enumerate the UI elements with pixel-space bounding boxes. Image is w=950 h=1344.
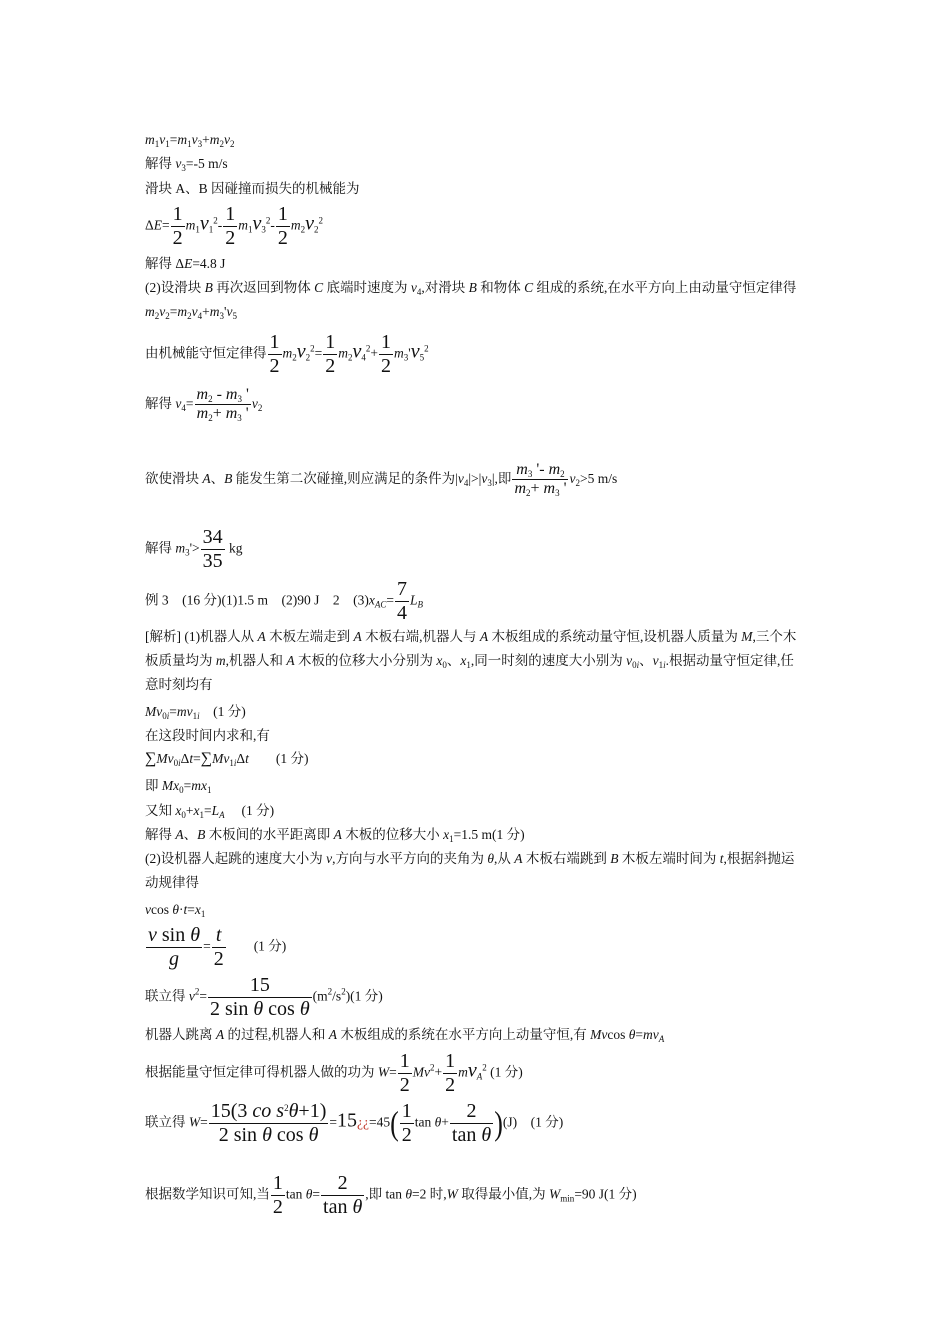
eq-momentum: $m_1v_1=m_1v_3+m_2v_2$ bbox=[145, 132, 235, 149]
eq-v2: 联立得 $v^2=$ $\frac{15}{\text{2 sin θ cos θ}}$ $(m^2/s^2)(1$ 分) bbox=[145, 974, 383, 1020]
eq-condition: 欲使滑块 A、B 能发生第二次碰撞,则应满足的条件为$|v_4|>|v_3|$,即 $\frac{m_3 '- m_2}{m_2+ m_3 '}$ $v_2>5$ m/s bbox=[145, 461, 618, 499]
eq-min: 根据数学知识可知,当 $\frac{1}{2}$ tan θ= $\frac{2}{\text{tan θ}}$ ,即 tan θ=2 时,W 取得最小值,为 $W_{min}=90$ J(1 分) bbox=[145, 1172, 637, 1218]
text-jump: 机器人跳离 A 的过程,机器人和 A 木板组成的系统在水平方向上动量守恒,有 Mvcos $\theta=mv_A$ bbox=[145, 1027, 665, 1044]
eq-vcos: vcos $\theta\cdot t=x_1$ bbox=[145, 902, 206, 919]
para-analysis-2: (2)设机器人起跳的速度大小为 v,方向与水平方向的夹角为 θ,从 A 木板右端跳到 B 木板左端时间为 t,根据斜抛运动规律得 bbox=[145, 851, 795, 890]
eq-delta-e: ΔE= $\frac{1}{2}$ $m_1v_1^2-$ $\frac{1}{2}$ $m_1v_3^2-$ $\frac{1}{2}$ $m_2v_2^2$ bbox=[145, 203, 323, 249]
eq-vsin: $\frac{\text{v sin θ}}{g}$ = $\frac{t}{2}$ (1 分) bbox=[148, 924, 287, 970]
eq-work: 根据能量守恒定律可得机器人做的功为 W= $\frac{1}{2}$ $Mv^2+$ $\frac{1}{2}$ $mv_A^2$ (1 分) bbox=[145, 1050, 523, 1096]
eq-sum: $\sum Mv_{0i}\Delta t=\sum Mv_{1i}\Delta t$ (1 分) bbox=[145, 750, 309, 768]
eq-la: 又知 $x_0+x_1=L_A$ (1 分) bbox=[145, 803, 275, 820]
result-v3: 解得 $v_3=-5$ m/s bbox=[145, 156, 228, 173]
result-m3: 解得 $m_3'>$ $\frac{34}{35}$ kg bbox=[145, 526, 243, 572]
result-x1: 解得 A、B 木板间的水平距离即 A 木板的位移大小 $x_1=1.5$ m(1 分) bbox=[145, 827, 525, 844]
para-part2: (2)设滑块 B 再次返回到物体 C 底端时速度为 $v_4$,对滑块 B 和物体 C 组成的系统,在水平方向上由动量守恒定律得 $m_2v_2=m_2v_4+m_3'v_5$ bbox=[145, 280, 797, 321]
eq-energy-conservation: 由机械能守恒定律得 $\frac{1}{2}$ $m_2v_2^2=$ $\frac{1}{2}$ $m_2v_4^2+$ $\frac{1}{2}$ $m_3'v_5^2$ bbox=[145, 331, 429, 377]
example-3-answers: 例 3 (16 分)(1)1.5 m (2)90 J 2 $(3)x_{AC}=$ $\frac{7}{4}$ $L_B$ bbox=[145, 578, 424, 624]
eq-mv: $Mv_{0i}=mv_{1i}$ (1 分) bbox=[145, 704, 246, 721]
para-analysis-1: [解析] (1)机器人从 A 木板左端走到 A 木板右端,机器人与 A 木板组成的系统动量守恒,设机器人质量为 M,三个木板质量均为 m,机器人和 A 木板的位移大小分别为 $x_0$、$x_1$,同一时刻的速度大小别为 $v_{0i}$、$v_{1i}$.根据动量守恒定律,任意时刻均有 bbox=[145, 629, 797, 692]
eq-w-combined: 联立得 W= $\frac{15(3 co s^2\theta+1)}{\text{2 sin θ cos θ}}$ =15¿¿=45( $\frac{1}{2}$ tan θ+ $\frac{2}{\text{tan θ}}$ )(J) (1 分) bbox=[145, 1100, 564, 1146]
eq-mx: 即 $Mx_0=mx_1$ bbox=[145, 778, 212, 795]
eq-v4: 解得 $v_4=$ $\frac{m_2 - m_3 '}{m_2+ m_3 '}$ $v_2$ bbox=[145, 386, 263, 424]
result-delta-e: 解得 ΔE=4.8 J bbox=[145, 256, 226, 271]
text-sum: 在这段时间内求和,有 bbox=[145, 728, 270, 743]
energy-loss-text: 滑块 A、B 因碰撞而损失的机械能为 bbox=[145, 181, 360, 196]
